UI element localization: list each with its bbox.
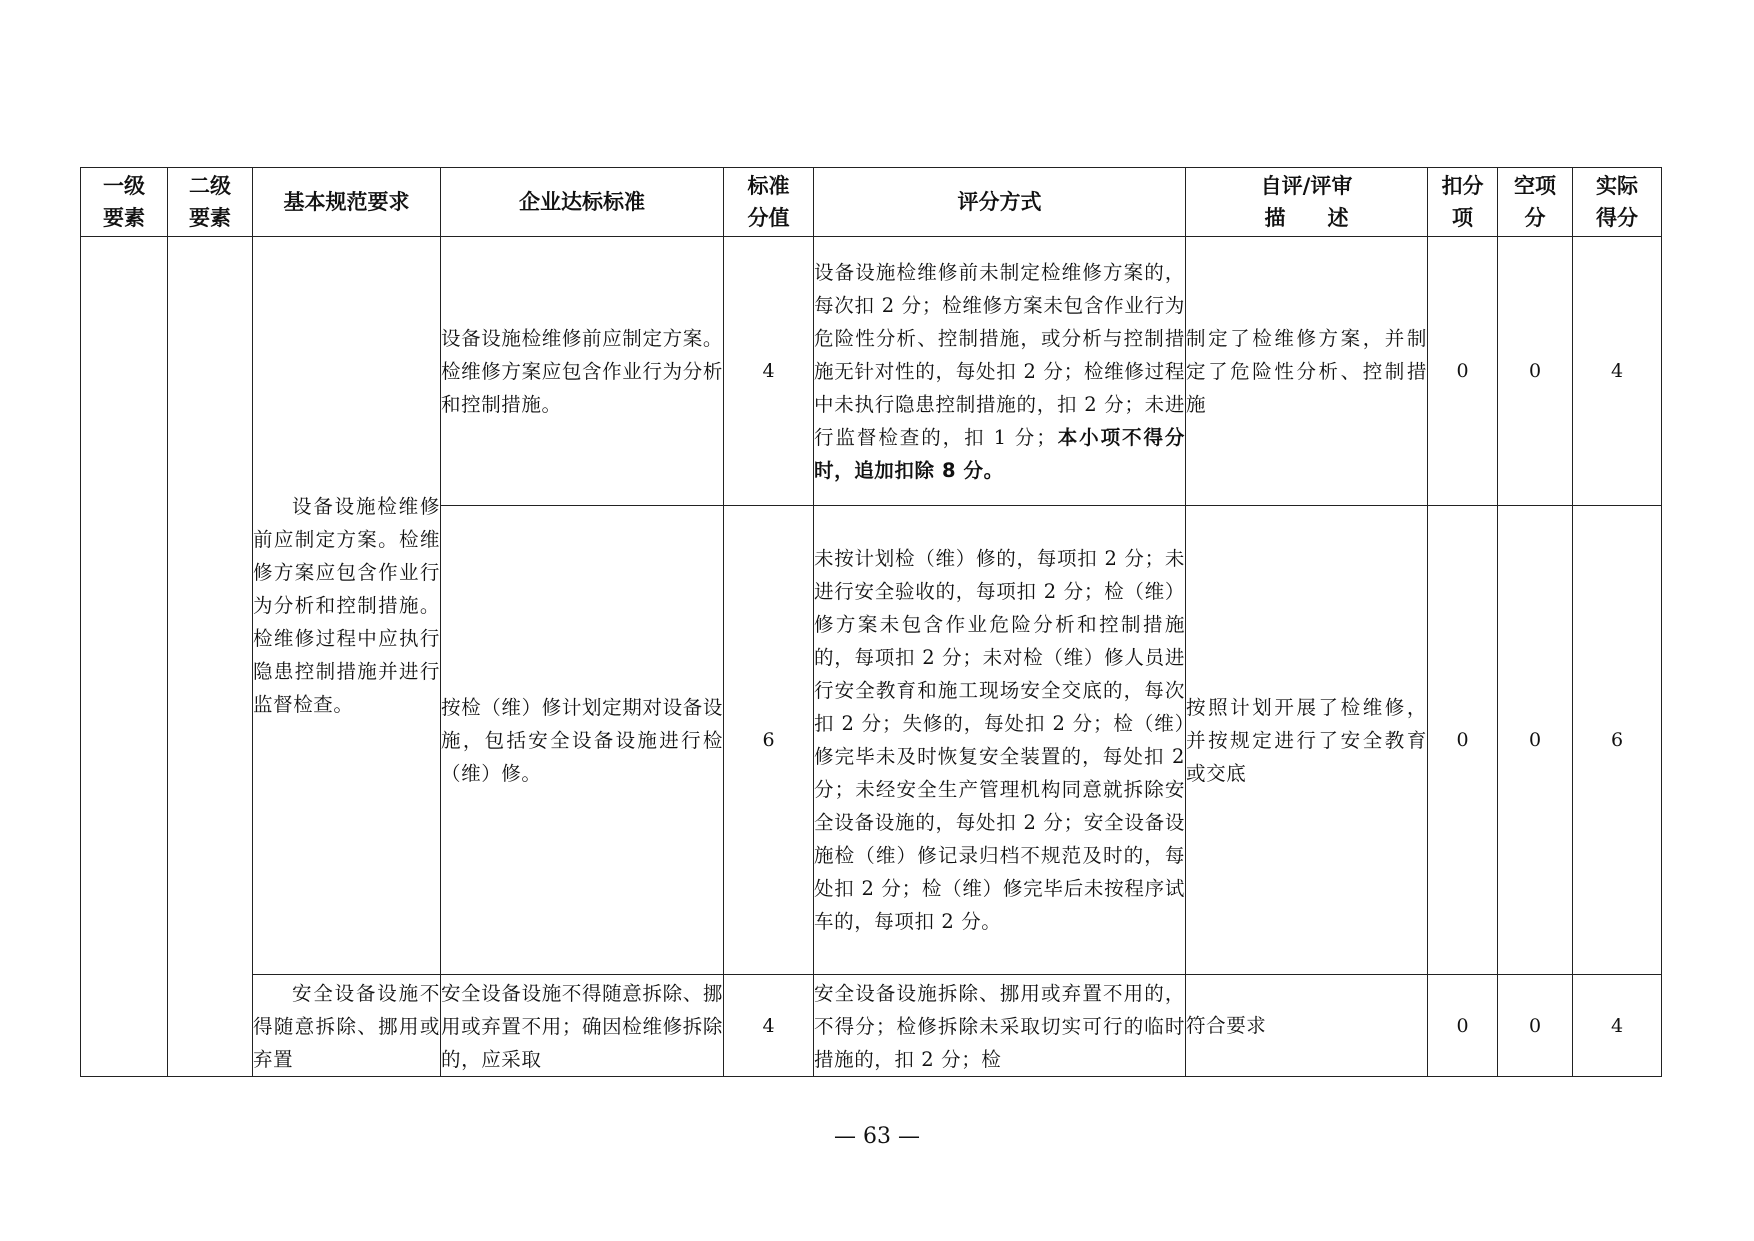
- scoring-method-text: 设备设施检维修前未制定检维修方案的，每次扣 2 分；检维修方案未包含作业行为危险性分析、控制措施，或分析与控制措施无针对性的，每处扣 2 分；检维修过程中未执行隐患控制措施的，扣 2 分；未进行监督检查的，扣 1 分；: [814, 260, 1185, 449]
- empty-item-cell: 0: [1498, 237, 1573, 506]
- description-cell: 按照计划开展了检维修，并按规定进行了安全教育或交底: [1186, 506, 1428, 975]
- header-level2: 二级 要素: [168, 168, 253, 237]
- level1-cell: [81, 237, 168, 1077]
- scoring-method-cell: [814, 975, 1186, 1077]
- table-row: [81, 975, 1662, 1077]
- table-header-row: [81, 168, 1662, 237]
- header-scoring-method: 评分方式: [814, 168, 1186, 237]
- empty-item-cell: 0: [1498, 506, 1573, 975]
- basic-requirement-cell: [253, 975, 441, 1077]
- deduction-cell: 0: [1428, 506, 1498, 975]
- score-value-cell: 4: [724, 975, 814, 1077]
- description-cell: 制定了检维修方案，并制定了危险性分析、控制措施: [1186, 237, 1428, 506]
- score-value-cell: 4: [724, 237, 814, 506]
- level2-cell: [168, 237, 253, 1077]
- standard-cell: [441, 975, 724, 1077]
- standard-cell: 设备设施检维修前应制定方案。检维修方案应包含作业行为分析和控制措施。: [441, 237, 724, 506]
- header-score-value: 标准 分值: [724, 168, 814, 237]
- header-basic-requirement: 基本规范要求: [253, 168, 441, 237]
- header-deduction: 扣分 项: [1428, 168, 1498, 237]
- scoring-method-cell: [814, 506, 1186, 975]
- score-value-cell: 6: [724, 506, 814, 975]
- description-cell: 符合要求: [1186, 975, 1428, 1077]
- actual-score-cell: 4: [1573, 237, 1662, 506]
- header-empty-item: 空项 分: [1498, 168, 1573, 237]
- header-actual-score: 实际 得分: [1573, 168, 1662, 237]
- deduction-cell: 0: [1428, 237, 1498, 506]
- standard-text: 安全设备设施不得随意拆除、挪用或弃置不用；确因检维修拆除的，应采取: [441, 982, 723, 1071]
- deduction-cell: 0: [1428, 975, 1498, 1077]
- header-level1: 一级 要素: [81, 168, 168, 237]
- basic-requirement-text: 安全设备设施不得随意拆除、挪用或弃置: [253, 982, 440, 1071]
- scoring-method-cell: [814, 237, 1186, 506]
- actual-score-cell: 6: [1573, 506, 1662, 975]
- page-number: — 63 —: [834, 1124, 920, 1149]
- basic-requirement-cell: 设备设施检维修前应制定方案。检维修方案应包含作业行为分析和控制措施。检维修过程中应执行隐患控制措施并进行监督检查。: [253, 237, 441, 975]
- header-description: 自评/评审 描 述: [1186, 168, 1428, 237]
- table-row: [81, 237, 1662, 506]
- actual-score-cell: 4: [1573, 975, 1662, 1077]
- header-standard: 企业达标标准: [441, 168, 724, 237]
- scoring-method-bold-text: 本小项不得分时，追加扣除 8 分。: [814, 425, 1185, 482]
- evaluation-table: [80, 167, 1662, 1077]
- scoring-method-text: 安全设备设施拆除、挪用或弃置不用的，不得分；检修拆除未采取切实可行的临时措施的，扣 2 分；检: [814, 982, 1185, 1071]
- standard-cell: 按检（维）修计划定期对设备设施，包括安全设备设施进行检（维）修。: [441, 506, 724, 975]
- scoring-method-text: 未按计划检（维）修的，每项扣 2 分；未进行安全验收的，每项扣 2 分；检（维）修方案未包含作业危险分析和控制措施的，每项扣 2 分；未对检（维）修人员进行安全教育和施工现场安全交底的，每次扣 2 分；失修的，每处扣 2 分；检（维）修完毕未及时恢复安全装置的，每处扣 2 分；未经安全生产管理机构同意就拆除安全设备设施的，每处扣 2 分；安全设备设施检（维）修记录归档不规范及时的，每处扣 2 分；检（维）修完毕后未按程序试车的，每项扣 2 分。: [814, 547, 1185, 933]
- empty-item-cell: 0: [1498, 975, 1573, 1077]
